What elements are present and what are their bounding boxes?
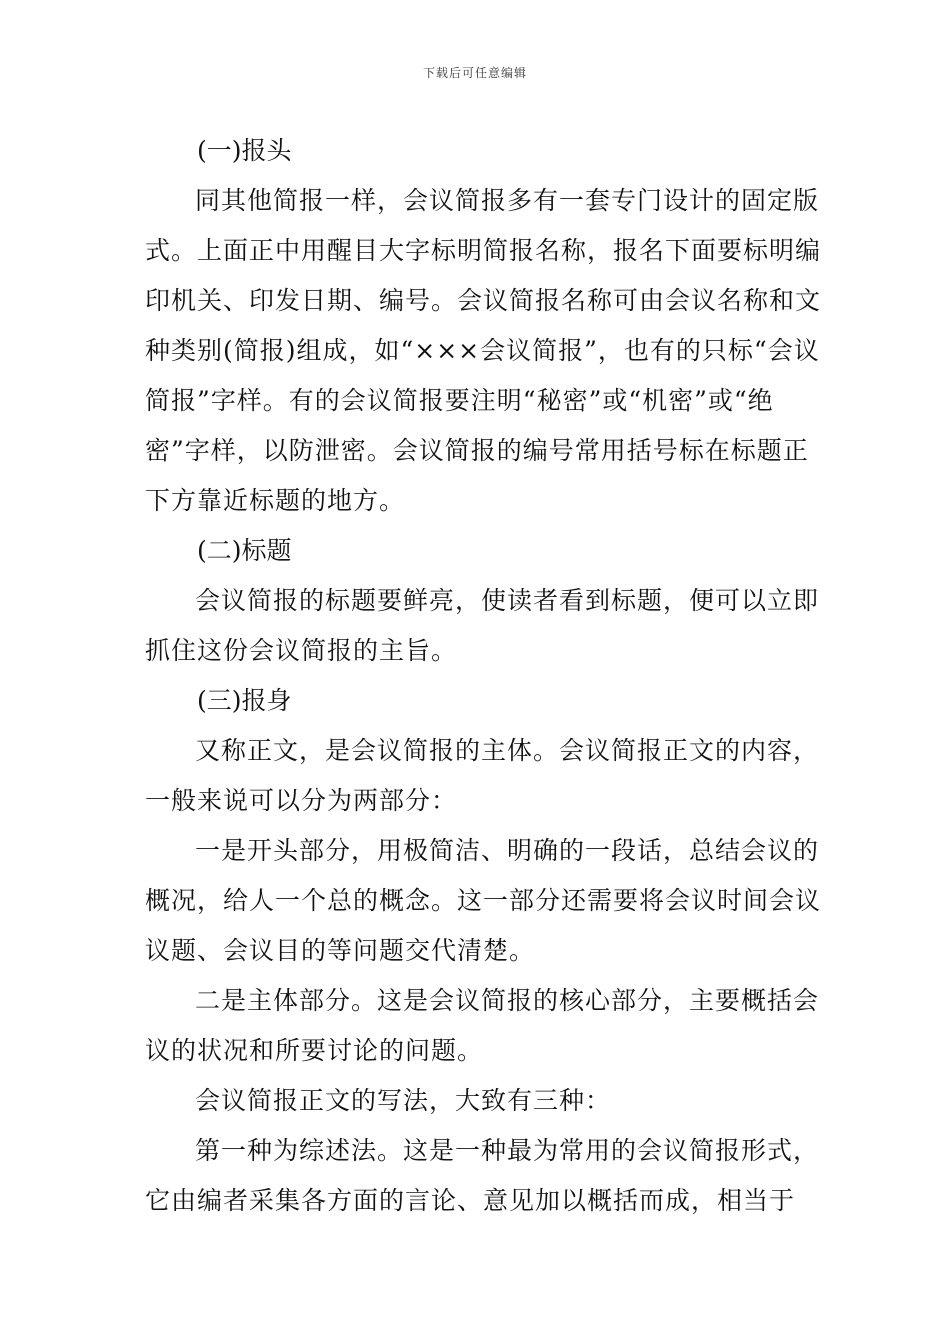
paragraph-main-part: 二是主体部分。这是会议简报的核心部分，主要概括会议的状况和所要讨论的问题。 xyxy=(145,986,820,1065)
section-heading-biaoti: (二)标题 xyxy=(197,536,292,565)
paragraph-biaoti: 会议简报的标题要鲜亮，使读者看到标题，便可以立即抓住这份会议简报的主旨。 xyxy=(145,586,820,665)
page-header: 下载后可任意编辑 xyxy=(422,66,527,80)
paragraph-baoshen-intro: 又称正文，是会议简报的主体。会议简报正文的内容，一般来说可以分为两部分： xyxy=(145,736,820,815)
section-heading-baoshen: (三)报身 xyxy=(197,686,292,715)
paragraph-summary-method: 第一种为综述法。这是一种最为常用的会议简报形式，它由编者采集各方面的言论、意见加以概括而成，相当于 xyxy=(145,1136,820,1215)
section-heading-baotou: (一)报头 xyxy=(197,136,292,165)
document-body xyxy=(145,126,825,1226)
paragraph-writing-methods: 会议简报正文的写法，大致有三种： xyxy=(195,1086,612,1115)
paragraph-baotou: 同其他简报一样，会议简报多有一套专门设计的固定版式。上面正中用醒目大字标明简报名称，报名下面要标明编印机关、印发日期、编号。会议简报名称可由会议名称和文种类别(简报)组成，如“×××会议简报”，也有的只标“会议简报”字样。有的会议简报要注明“秘密”或“机密”或“绝密”字样，以防泄密。会议简报的编号常用括号标在标题正下方靠近标题的地方。 xyxy=(145,186,822,515)
paragraph-opening-part: 一是开头部分，用极简洁、明确的一段话，总结会议的概况，给人一个总的概念。这一部分还需要将会议时间会议议题、会议目的等问题交代清楚。 xyxy=(145,836,822,965)
